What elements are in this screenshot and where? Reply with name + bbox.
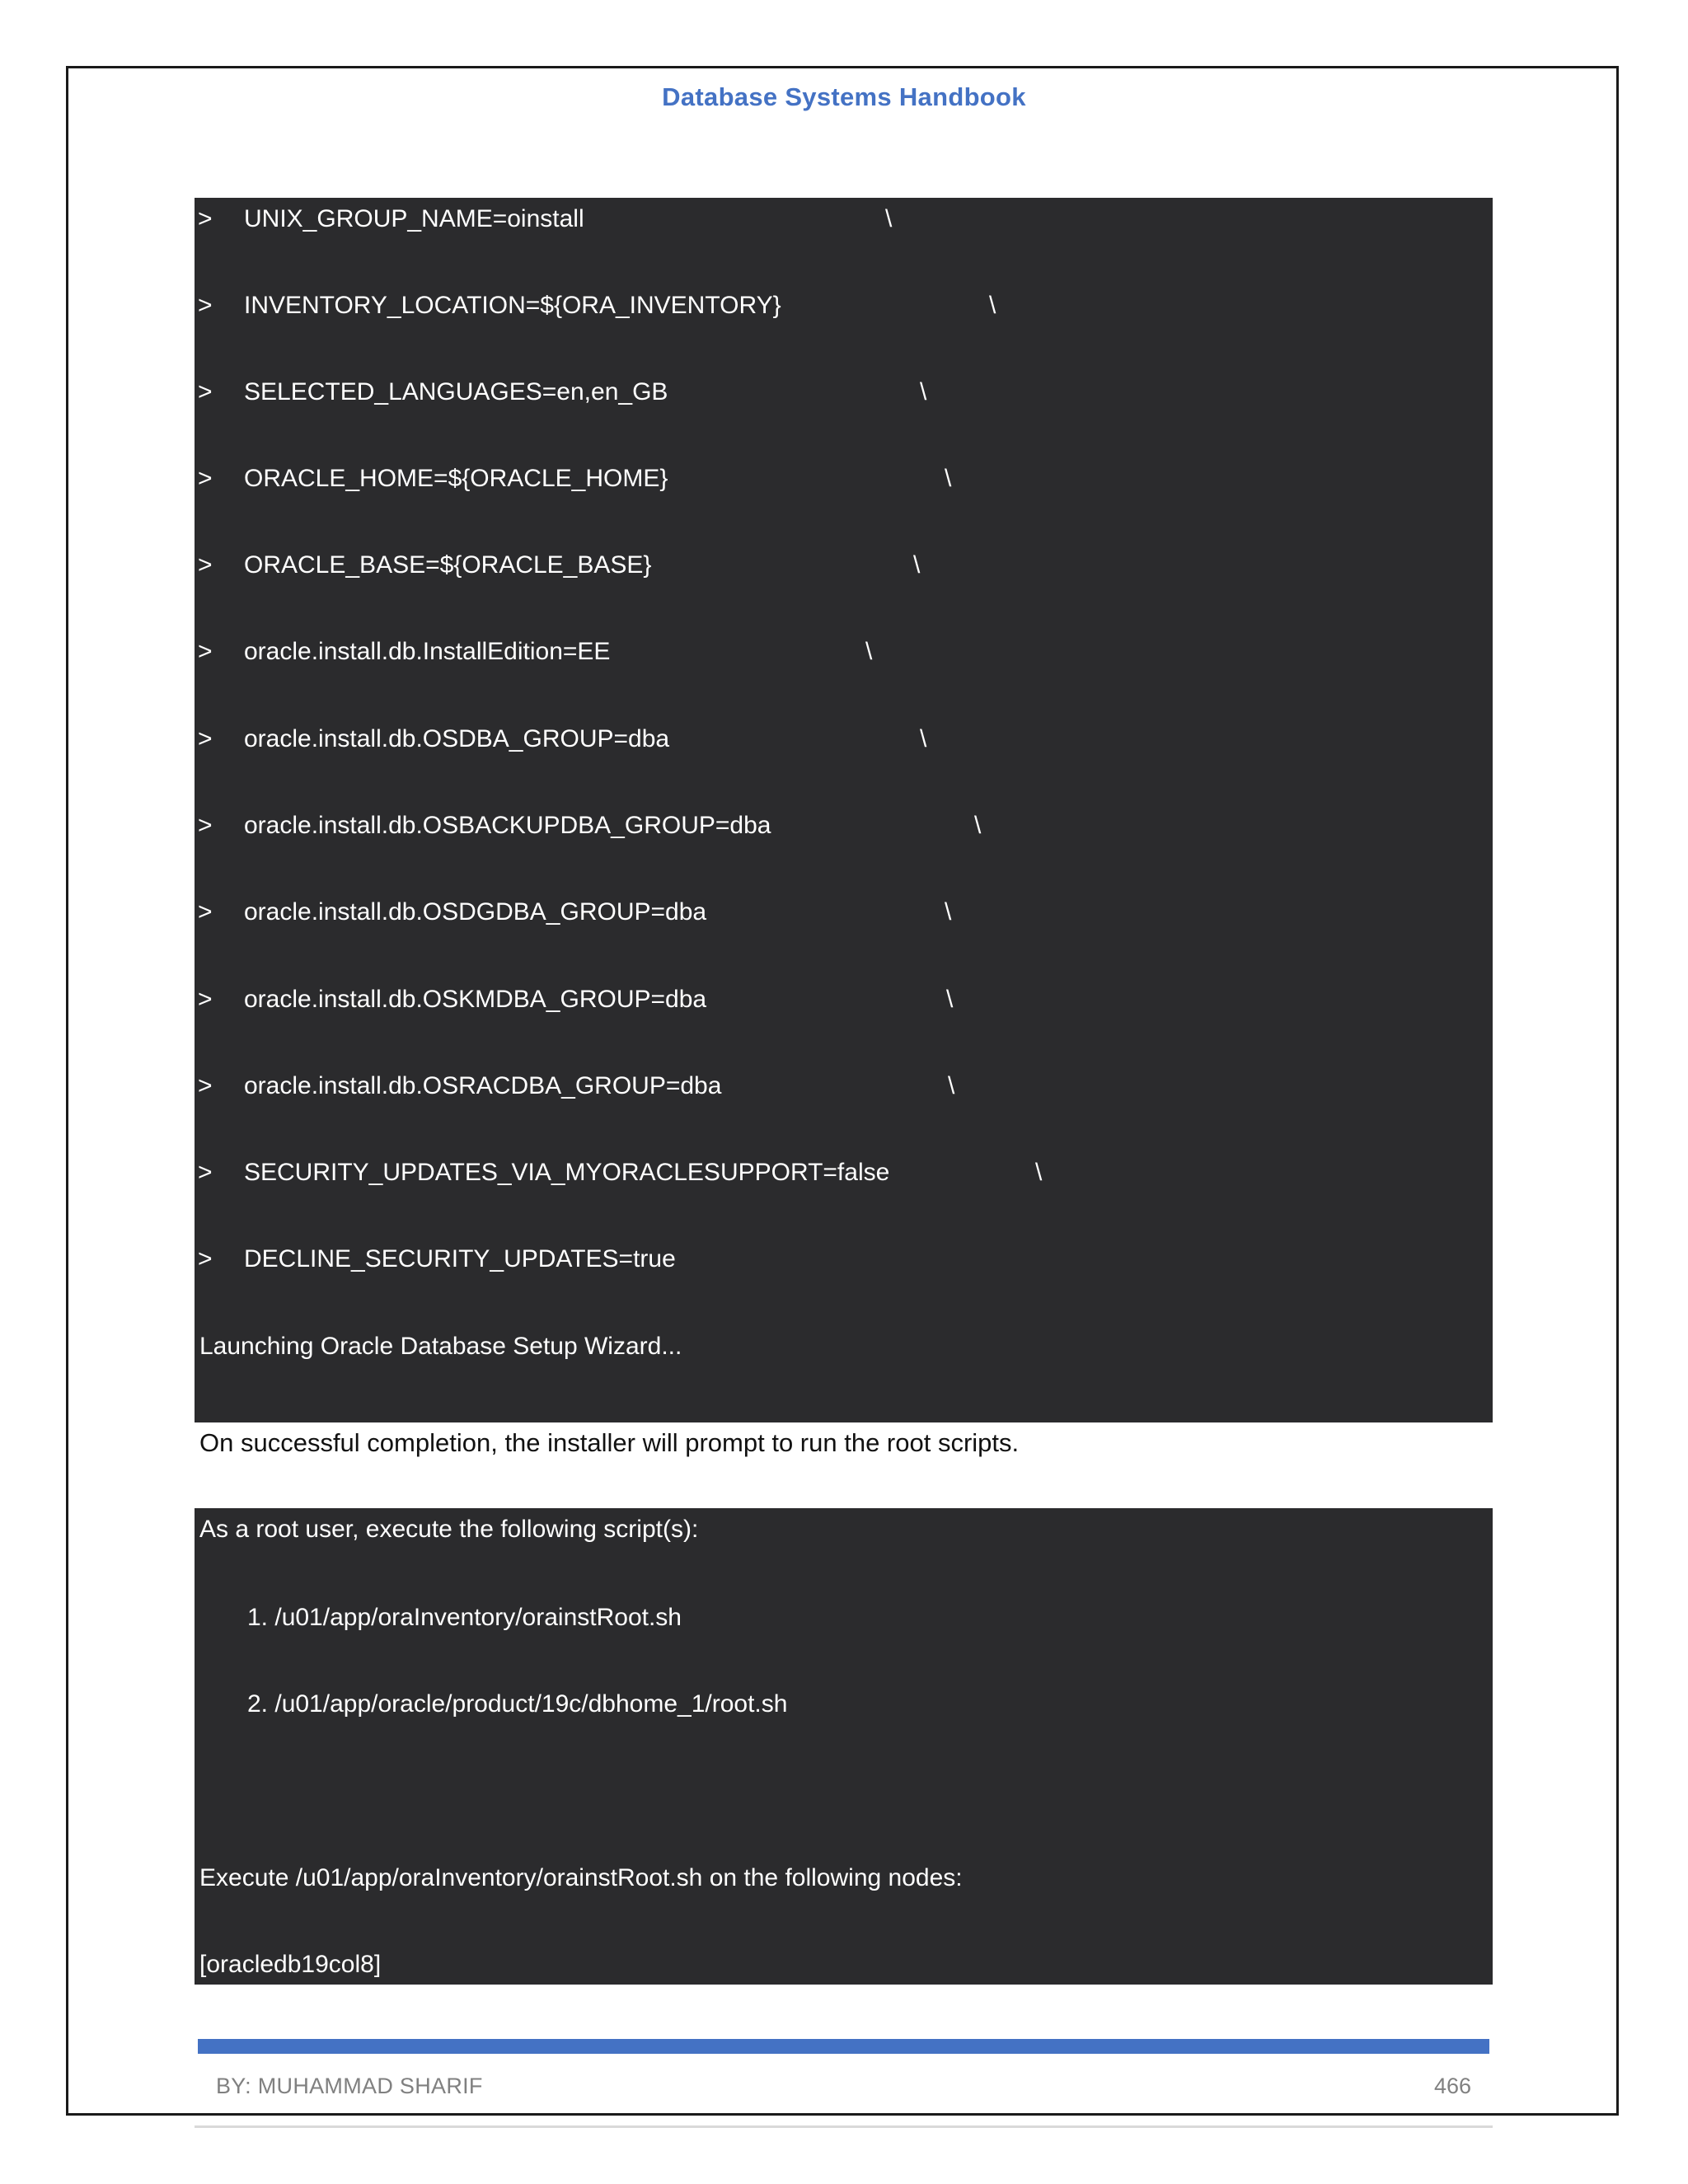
shell-prompt: > [198,1245,213,1272]
node-name-line: [oracledb19col8] [199,1951,382,1978]
line-continuation: \ [948,1072,955,1099]
shell-prompt: > [198,292,213,319]
shell-prompt: > [198,551,213,579]
shell-prompt: > [198,205,213,232]
shell-prompt: > [198,465,213,492]
wizard-launch-line: Launching Oracle Database Setup Wizard... [199,1333,682,1360]
running-header-title: Database Systems Handbook [662,82,1026,111]
code-text: UNIX_GROUP_NAME=oinstall [244,205,584,232]
page-number: 466 [1434,2074,1472,2098]
code-text: oracle.install.db.OSBACKUPDBA_GROUP=dba [244,812,771,839]
line-continuation: \ [974,812,982,839]
footer-rule [195,2125,1493,2128]
shell-prompt: > [198,898,213,926]
code-text: oracle.install.db.OSDGDBA_GROUP=dba [244,898,707,926]
footer-author: BY: MUHAMMAD SHARIF [216,2074,483,2098]
footer-accent-bar [198,2039,1489,2054]
shell-prompt: > [198,1159,213,1186]
line-continuation: \ [920,378,927,405]
code-text: INVENTORY_LOCATION=${ORA_INVENTORY} [244,292,781,319]
line-continuation: \ [945,465,952,492]
code-text: oracle.install.db.OSDBA_GROUP=dba [244,725,670,752]
line-continuation: \ [913,551,921,579]
line-continuation: \ [885,205,893,232]
code-text: ORACLE_HOME=${ORACLE_HOME} [244,465,668,492]
root-script-item: 2. /u01/app/oracle/product/19c/dbhome_1/root.sh [247,1690,788,1718]
code-text: oracle.install.db.OSKMDBA_GROUP=dba [244,986,707,1013]
shell-prompt: > [198,378,213,405]
line-continuation: \ [945,898,952,926]
code-text: SECURITY_UPDATES_VIA_MYORACLESUPPORT=false [244,1159,890,1186]
shell-prompt: > [198,1072,213,1099]
body-paragraph: On successful completion, the installer will prompt to run the root scripts. [199,1428,1020,1457]
code-text: ORACLE_BASE=${ORACLE_BASE} [244,551,652,579]
line-continuation: \ [989,292,996,319]
shell-prompt: > [198,986,213,1013]
root-scripts-intro: As a root user, execute the following script(s): [199,1516,699,1543]
line-continuation: \ [865,638,873,665]
shell-prompt: > [198,638,213,665]
code-text: DECLINE_SECURITY_UPDATES=true [244,1245,676,1272]
shell-prompt: > [198,725,213,752]
line-continuation: \ [946,986,954,1013]
code-block-installer-params [195,198,1493,1422]
code-text: SELECTED_LANGUAGES=en,en_GB [244,378,668,405]
code-text: oracle.install.db.InstallEdition=EE [244,638,611,665]
shell-prompt: > [198,812,213,839]
line-continuation: \ [920,725,927,752]
code-text: oracle.install.db.OSRACDBA_GROUP=dba [244,1072,722,1099]
root-script-item: 1. /u01/app/oraInventory/orainstRoot.sh [247,1604,682,1631]
execute-nodes-line: Execute /u01/app/oraInventory/orainstRoot.sh on the following nodes: [199,1864,963,1891]
line-continuation: \ [1035,1159,1043,1186]
code-block-root-scripts [195,1508,1493,1985]
